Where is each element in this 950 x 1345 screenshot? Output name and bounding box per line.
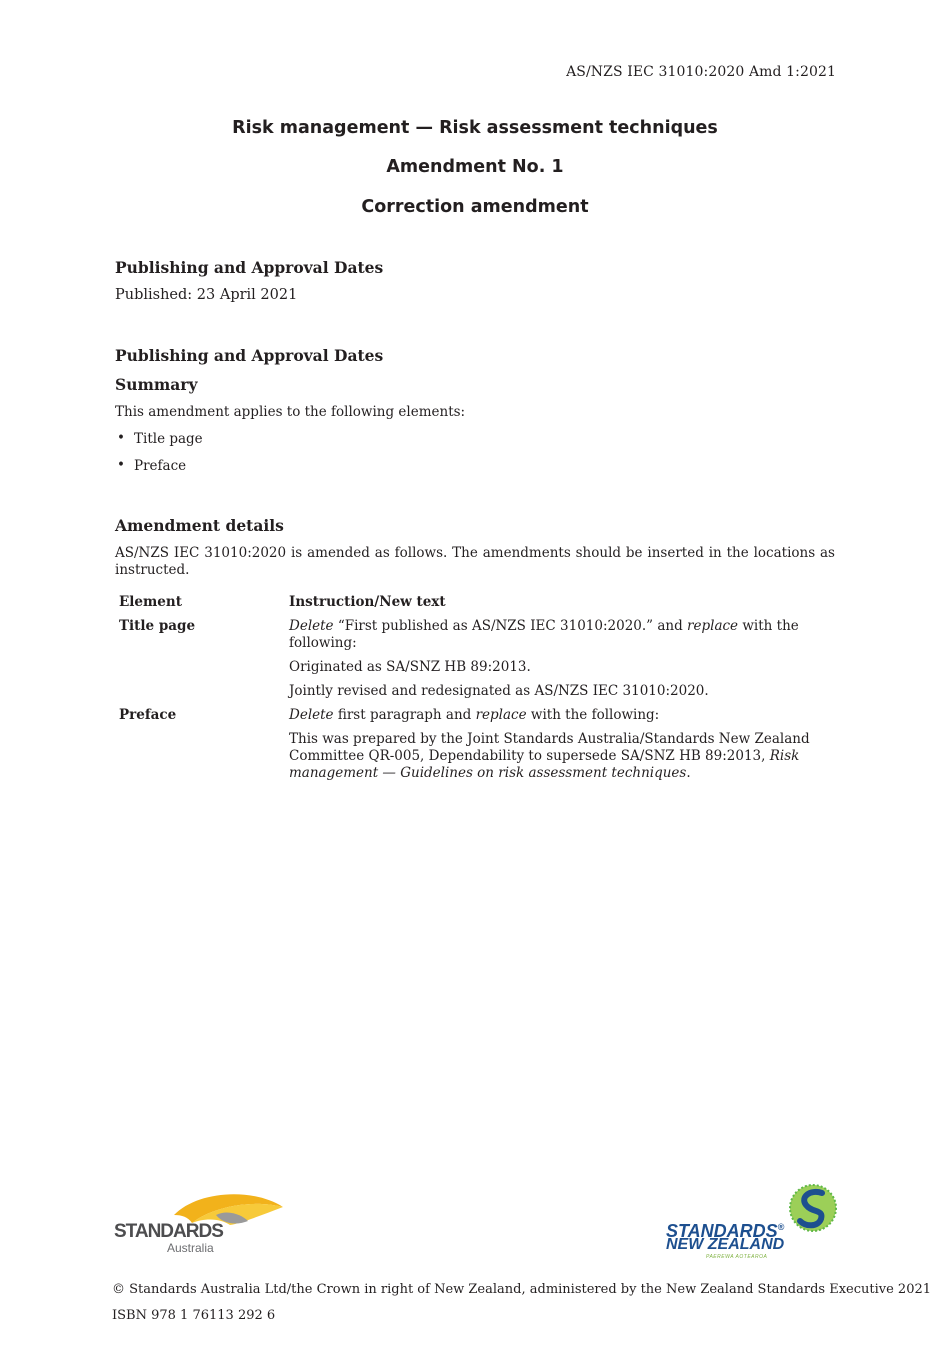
column-header-instruction: Instruction/New text: [289, 594, 446, 610]
table-header-row: [115, 594, 840, 618]
page-title: Risk management — Risk assessment techniques: [232, 118, 718, 138]
publishing-heading-2: Publishing and Approval Dates: [115, 346, 384, 365]
isbn: ISBN 978 1 76113 292 6: [112, 1308, 276, 1323]
instruction-line: [289, 618, 836, 652]
list-item: • Title page: [115, 431, 203, 458]
instruction-text: with the following:: [526, 707, 660, 723]
standards-new-zealand-logo: [664, 1183, 839, 1261]
list-item: • Preface: [115, 458, 203, 485]
sa-logo-subtext: Australia: [167, 1241, 214, 1255]
publishing-heading: Publishing and Approval Dates: [115, 258, 384, 277]
registered-mark: ®: [777, 1222, 785, 1232]
new-text: .: [686, 765, 691, 781]
summary-intro: This amendment applies to the following elements:: [115, 404, 466, 420]
new-text-line: Jointly revised and redesignated as AS/NZS IEC 31010:2020.: [289, 683, 709, 699]
amendment-details-heading: Amendment details: [115, 516, 284, 535]
instruction-title-page: [285, 618, 840, 707]
column-header-element: Element: [119, 594, 182, 610]
sa-logo-wordmark: STANDARDS: [114, 1221, 223, 1242]
summary-list: [115, 431, 203, 485]
snz-logo-line2: NEW ZEALAND: [666, 1236, 785, 1253]
amendment-table: [115, 594, 840, 789]
document-id: AS/NZS IEC 31010:2020 Amd 1:2021: [566, 64, 836, 80]
instruction-text: first paragraph and: [333, 707, 476, 723]
amendment-details-intro: AS/NZS IEC 31010:2020 is amended as follows. The amendments should be inserted in the locations as instructed.: [115, 545, 835, 578]
element-preface: Preface: [119, 707, 177, 723]
snz-logo-tagline: PAEREWA AOTEAROA: [706, 1254, 768, 1260]
standards-australia-logo: [112, 1185, 292, 1255]
instruction-line: [289, 707, 836, 724]
table-row: [115, 707, 840, 789]
replace-keyword: replace: [687, 618, 739, 634]
instruction-text: “First published as AS/NZS IEC 31010:2020.” and: [333, 618, 688, 634]
amendment-type: Correction amendment: [361, 197, 589, 217]
new-text: This was prepared by the Joint Standards Australia/Standards New Zealand Committee QR-005, Dependability to supersede SA/SNZ HB 89:2013,: [289, 731, 810, 764]
instruction-text: with the following:: [289, 618, 799, 651]
table-row: [115, 618, 840, 707]
delete-keyword: Delete: [289, 618, 334, 634]
published-date: Published: 23 April 2021: [115, 287, 298, 303]
new-text-line: Originated as SA/SNZ HB 89:2013.: [289, 659, 531, 675]
element-title-page: Title page: [119, 618, 196, 634]
standards-new-zealand-s-icon: [788, 1183, 838, 1233]
instruction-preface: [285, 707, 840, 789]
copyright-notice: © Standards Australia Ltd/the Crown in right of New Zealand, administered by the New Zealand Standards Executive 2021: [112, 1282, 932, 1297]
new-text-line: [289, 731, 836, 782]
delete-keyword: Delete: [289, 707, 334, 723]
replace-keyword: replace: [475, 707, 527, 723]
new-text-italic: Risk management — Guidelines on risk assessment techniques: [289, 748, 800, 781]
summary-heading: Summary: [115, 375, 198, 394]
snz-logo-line1: STANDARDS: [666, 1221, 778, 1241]
amendment-number: Amendment No. 1: [386, 157, 564, 177]
